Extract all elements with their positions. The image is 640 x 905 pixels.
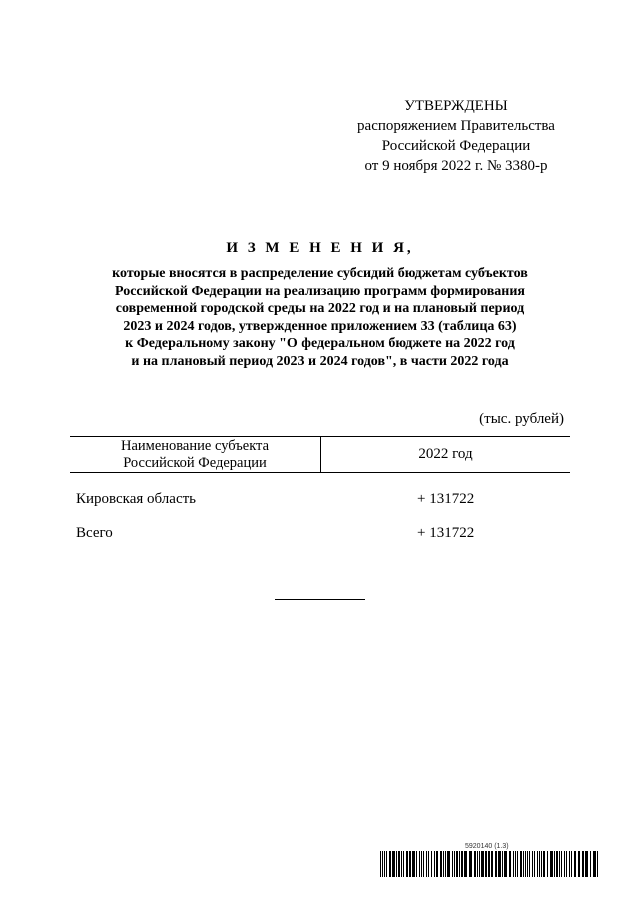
units-label: (тыс. рублей): [479, 411, 564, 427]
approval-line-date: от 9 ноября 2022 г. № 3380-р: [364, 158, 548, 174]
column-header-year: 2022 год: [418, 446, 473, 462]
subtitle-line: которые вносятся в распределение субсидий бюджетам субъектов: [112, 266, 528, 281]
approval-line-order: распоряжением Правительства: [357, 118, 555, 134]
approval-line-country: Российской Федерации: [381, 138, 531, 154]
row-value: + 131722: [417, 525, 475, 541]
row-subject-name: Кировская область: [76, 491, 197, 507]
row-value: + 131722: [417, 491, 475, 507]
subtitle-line: современной городской среды на 2022 год и на плановый период: [115, 301, 525, 316]
end-divider: [275, 599, 365, 600]
subtitle-line: 2023 и 2024 годов, утвержденное приложением 33 (таблица 63): [123, 318, 517, 334]
document-subtitle: [60, 265, 580, 370]
column-header-subject-line: Наименование субъекта: [120, 437, 270, 454]
subtitle-line: к Федеральному закону "О федеральном бюджете на 2022 год: [125, 336, 515, 351]
barcode: [380, 851, 602, 877]
table-header: [70, 436, 570, 473]
row-subject-name: Всего: [76, 525, 113, 541]
subtitle-line: Российской Федерации на реализацию программ формирования: [115, 283, 525, 299]
column-header-subject: [70, 437, 321, 472]
approval-block: [350, 96, 562, 176]
approval-line-title: УТВЕРЖДЕНЫ: [404, 98, 508, 114]
document-code: 5920140 (1.3): [465, 843, 509, 850]
column-header-subject-line: Российской Федерации: [123, 454, 267, 471]
document-heading: И З М Е Н Е Н И Я,: [226, 240, 414, 256]
subtitle-line: и на плановый период 2023 и 2024 годов", в части 2022 года: [131, 353, 509, 369]
